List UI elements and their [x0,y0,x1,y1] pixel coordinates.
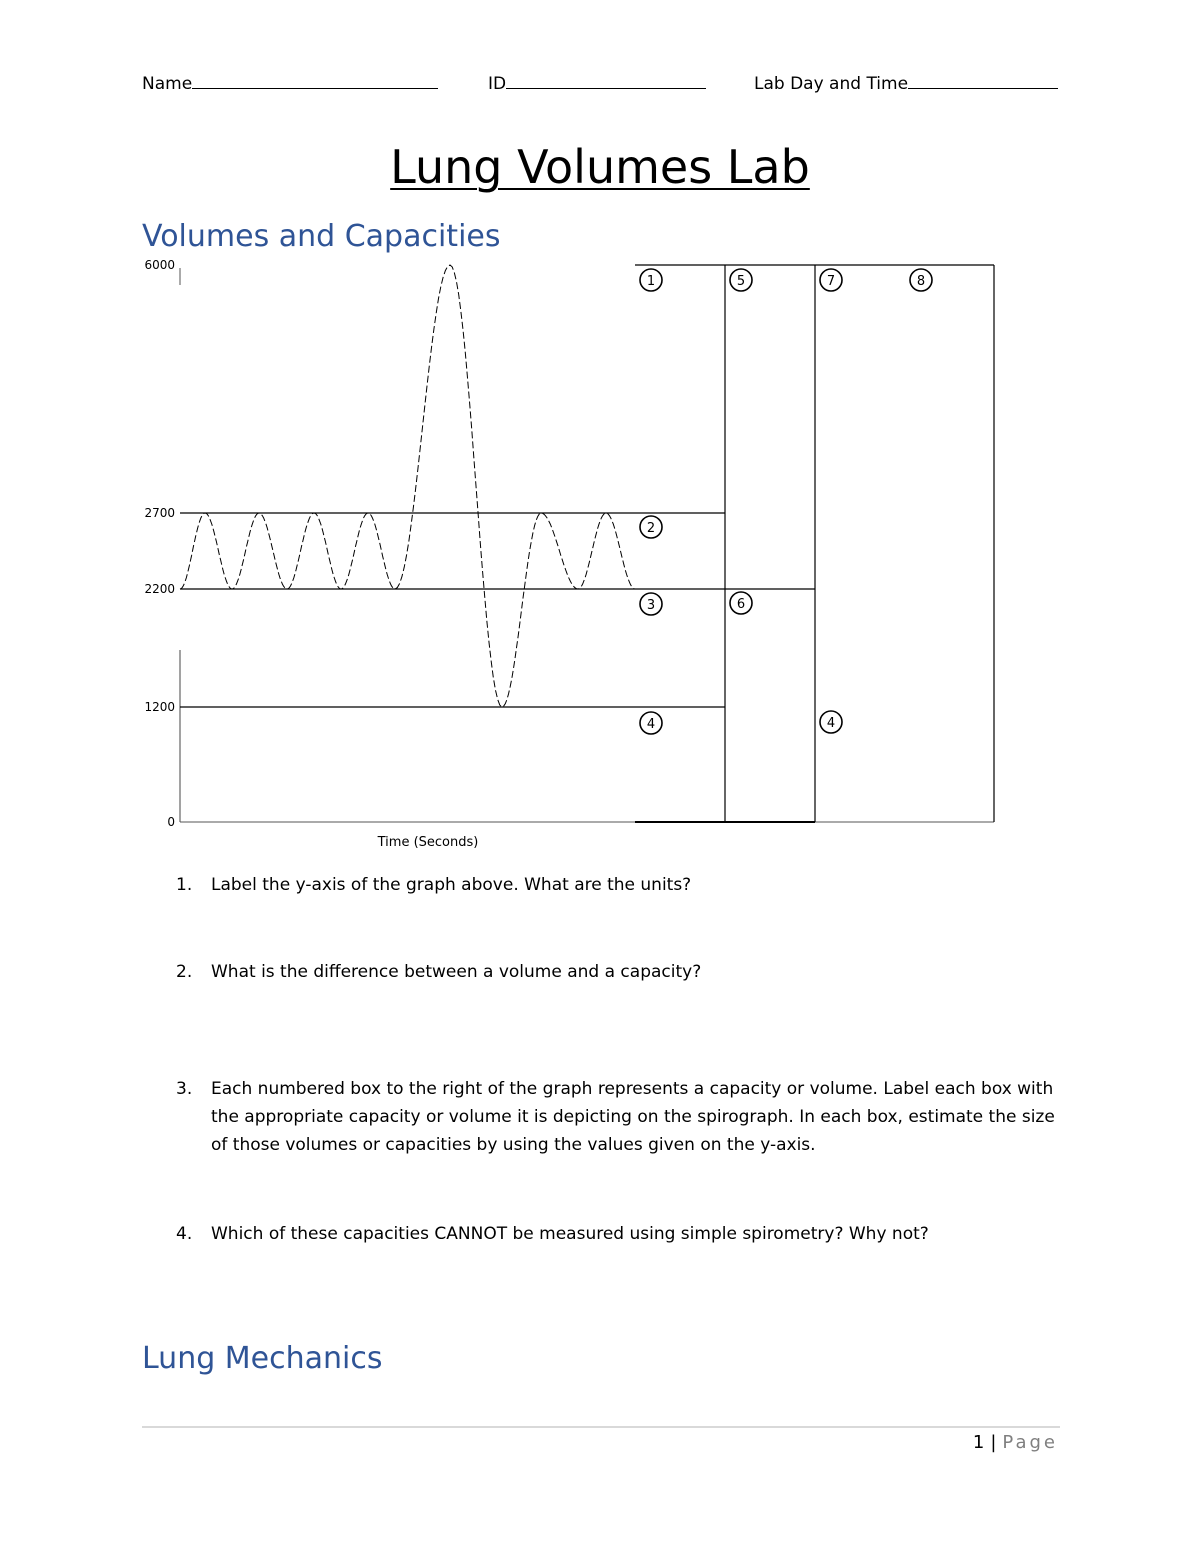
question-number: 1. [176,875,193,895]
box-number: 4 [826,716,836,731]
box-marker-7 [820,269,842,291]
y-tick-label: 2200 [144,582,175,596]
footer-separator: | [990,1432,997,1453]
box-number: 7 [826,274,836,289]
box-number: 2 [646,521,656,536]
page-footer [973,1432,1058,1453]
box-number: 3 [646,598,656,613]
box-marker-2 [640,516,662,538]
box-marker-4 [640,712,662,734]
box-number: 1 [646,274,656,289]
name-label: Name [142,74,193,94]
box-number: 4 [646,717,656,732]
page-word: Page [1002,1432,1058,1453]
volume-trace [180,265,635,707]
y-tick-label: 2700 [144,506,175,520]
y-tick-label: 6000 [144,258,175,272]
question-number: 3. [176,1079,193,1099]
question-2 [176,958,1056,986]
box-number: 6 [736,597,746,612]
box-marker-1 [640,269,662,291]
lab-day-time-label: Lab Day and Time [754,74,909,94]
box-marker-4 [820,711,842,733]
box-marker-8 [910,269,932,291]
question-4 [176,1220,1056,1248]
question-3 [176,1075,1056,1159]
box-number: 5 [736,274,746,289]
question-number: 4. [176,1224,193,1244]
box-marker-3 [640,593,662,615]
question-text: Label the y-axis of the graph above. What are the units? [211,875,692,895]
question-text: What is the difference between a volume and a capacity? [211,962,702,982]
section-heading-mechanics: Lung Mechanics [142,1341,383,1376]
x-axis-label: Time (Seconds) [377,835,479,850]
box-marker-6 [730,592,752,614]
question-number: 2. [176,962,193,982]
page-title: Lung Volumes Lab [390,140,810,194]
y-tick-labels [144,258,175,829]
chart-frame [180,265,994,822]
numbered-boxes [640,269,932,734]
question-text: Which of these capacities CANNOT be measured using simple spirometry? Why not? [211,1224,929,1244]
box-marker-5 [730,269,752,291]
y-tick-label: 0 [167,815,175,829]
y-tick-label: 1200 [144,700,175,714]
page-number: 1 [972,1432,985,1453]
footer-divider [142,1426,1060,1428]
question-text: Each numbered box to the right of the graph represents a capacity or volume. Label each box with the appropriate capacity or volume it is depicting on the spirograph. In each box, estimate the size of those volumes or capacities by using the values given on the y-axis. [211,1079,1055,1155]
breathing-curve [180,265,635,707]
section-heading-volumes: Volumes and Capacities [142,219,501,254]
question-1 [176,871,1056,899]
box-number: 8 [916,274,926,289]
id-label: ID [488,74,507,94]
